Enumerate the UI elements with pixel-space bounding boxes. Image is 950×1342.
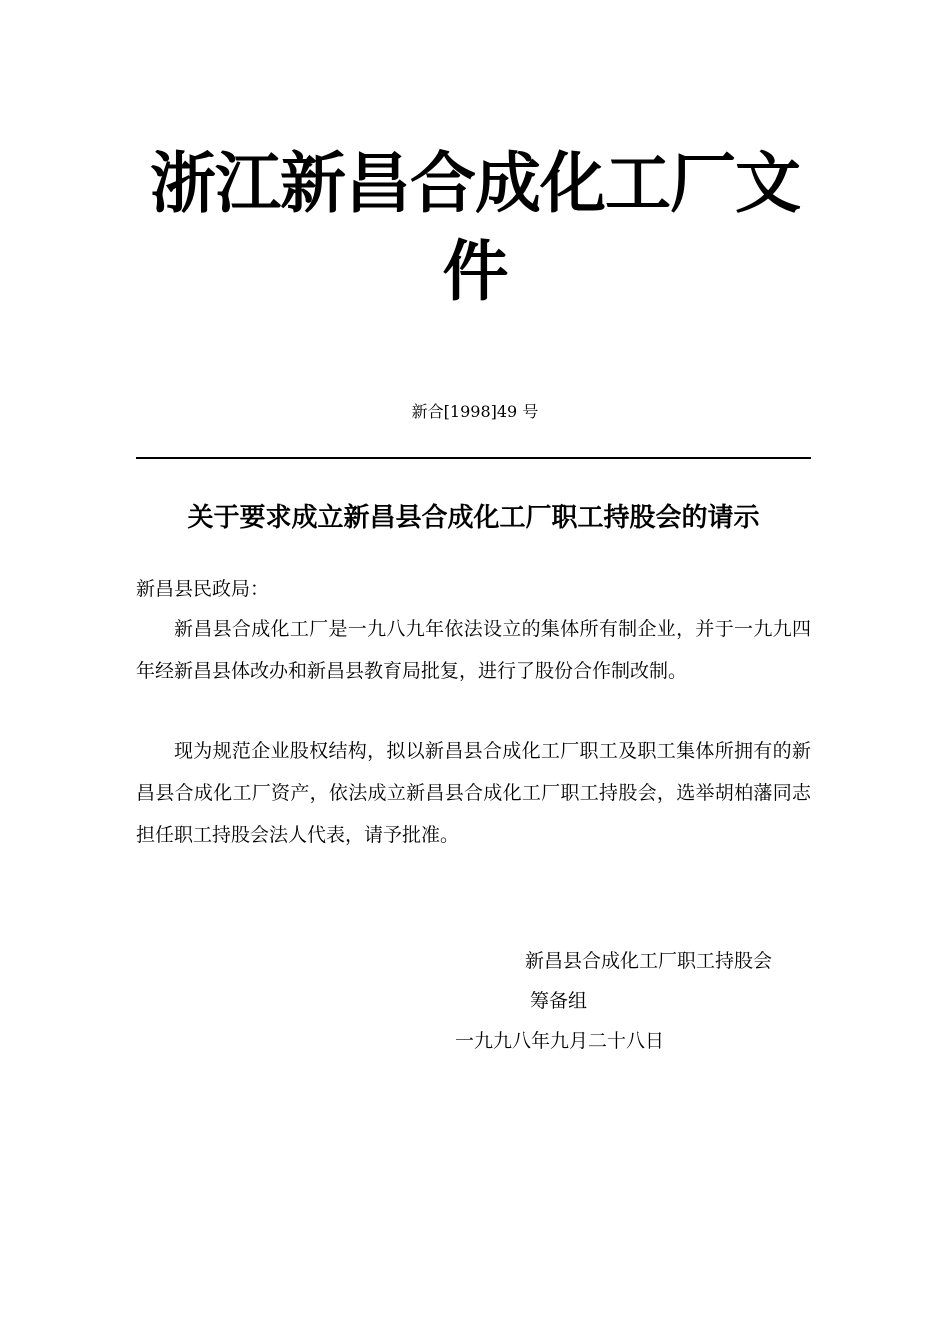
document-number: 新合[1998]49 号	[411, 402, 539, 421]
body-paragraph: 现为规范企业股权结构，拟以新昌县合成化工厂职工及职工集体所拥有的新昌县合成化工厂资产，依法成立新昌县合成化工厂职工持股会，选举胡柏藩同志担任职工持股会法人代表，请予批准。	[136, 740, 811, 846]
signature-organization: 新昌县合成化工厂职工持股会	[525, 950, 773, 972]
signature-date: 一九九八年九月二十八日	[455, 1030, 665, 1052]
document-subject: 关于要求成立新昌县合成化工厂职工持股会的请示	[187, 503, 760, 533]
body-paragraph: 新昌县合成化工厂是一九八九年依法设立的集体所有制企业，并于一九九四年经新昌县体改办和新昌县教育局批复，进行了股份合作制改制。	[136, 618, 811, 682]
signature-sub-unit: 筹备组	[530, 990, 588, 1012]
header-divider	[136, 457, 811, 459]
salutation: 新昌县民政局：	[136, 578, 270, 600]
document-header-title: 浙江新昌合成化工厂文件	[150, 145, 800, 310]
